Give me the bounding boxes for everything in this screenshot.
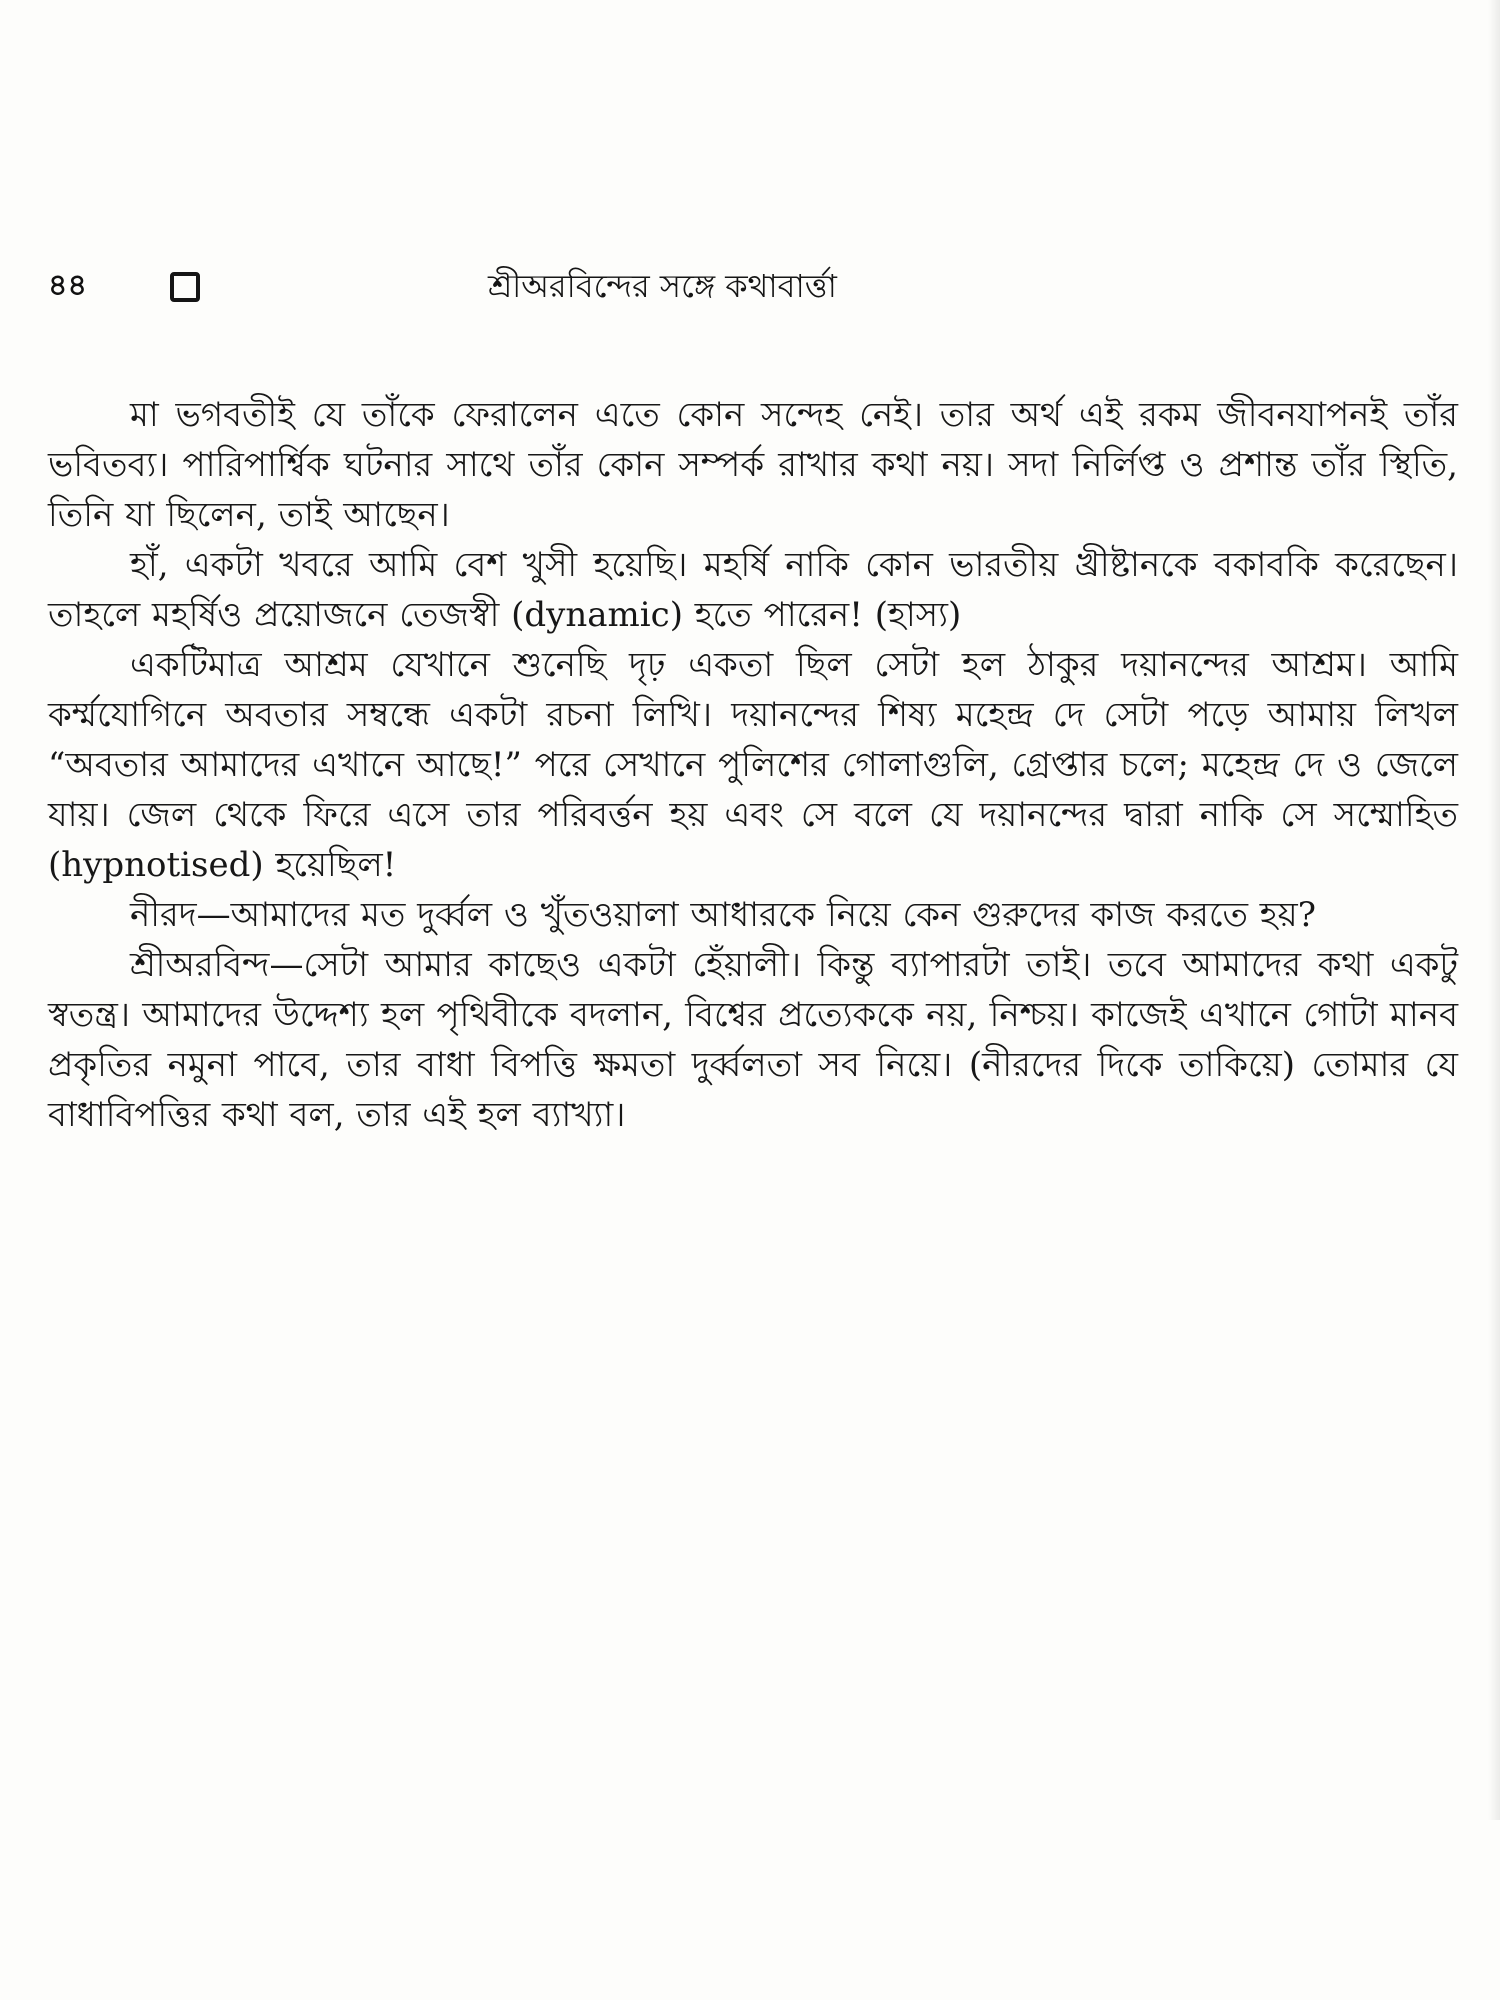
paragraph-2: হাঁ, একটা খবরে আমি বেশ খুসী হয়েছি। মহর্ষি নাকি কোন ভারতীয় খ্রীষ্টানকে বকাবকি করেছেন। তাহলে মহর্ষিও প্রয়োজনে তেজস্বী (dynamic) হতে পারেন! (হাস্য) xyxy=(48,545,1458,635)
running-header xyxy=(48,258,1458,318)
page-number: ৪৪ xyxy=(48,268,87,303)
paragraph-4-dialogue-nirod: নীরদ—আমাদের মত দুর্ব্বল ও খুঁতওয়ালা আধারকে নিয়ে কেন গুরুদের কাজ করতে হয়? xyxy=(130,895,1316,935)
page-edge-shadow xyxy=(1488,0,1500,1820)
square-ornament-icon xyxy=(170,272,200,302)
paragraph-5-dialogue-sri-aurobindo: শ্রীঅরবিন্দ—সেটা আমার কাছেও একটা হেঁয়ালী। কিন্তু ব্যাপারটা তাই। তবে আমাদের কথা একটু স্বতন্ত্র। আমাদের উদ্দেশ্য হল পৃথিবীকে বদলান, বিশ্বের প্রত্যেককে নয়, নিশ্চয়। কাজেই এখানে গোটা মানব প্রকৃতির নমুনা পাবে, তার বাধা বিপত্তি ক্ষমতা দুর্ব্বলতা সব নিয়ে। (নীরদের দিকে তাকিয়ে) তোমার যে বাধাবিপত্তির কথা বল, তার এই হল ব্যাখ্যা। xyxy=(48,945,1458,1135)
text-body xyxy=(48,390,1458,1140)
paragraph-1: মা ভগবতীই যে তাঁকে ফেরালেন এতে কোন সন্দেহ নেই। তার অর্থ এই রকম জীবনযাপনই তাঁর ভবিতব্য। পারিপার্শ্বিক ঘটনার সাথে তাঁর কোন সম্পর্ক রাখার কথা নয়। সদা নির্লিপ্ত ও প্রশান্ত তাঁর স্থিতি, তিনি যা ছিলেন, তাই আছেন। xyxy=(48,395,1458,535)
running-title: শ্রীঅরবিন্দের সঙ্গে কথাবার্ত্তা xyxy=(488,267,837,305)
paragraph-3: একটিমাত্র আশ্রম যেখানে শুনেছি দৃঢ় একতা ছিল সেটা হল ঠাকুর দয়ানন্দের আশ্রম। আমি কর্ম্মযোগিনে অবতার সম্বন্ধে একটা রচনা লিখি। দয়ানন্দের শিষ্য মহেন্দ্র দে সেটা পড়ে আমায় লিখল “অবতার আমাদের এখানে আছে!” পরে সেখানে পুলিশের গোলাগুলি, গ্রেপ্তার চলে; মহেন্দ্র দে ও জেলে যায়। জেল থেকে ফিরে এসে তার পরিবর্ত্তন হয় এবং সে বলে যে দয়ানন্দের দ্বারা নাকি সে সম্মোহিত (hypnotised) হয়েছিল! xyxy=(48,645,1458,885)
